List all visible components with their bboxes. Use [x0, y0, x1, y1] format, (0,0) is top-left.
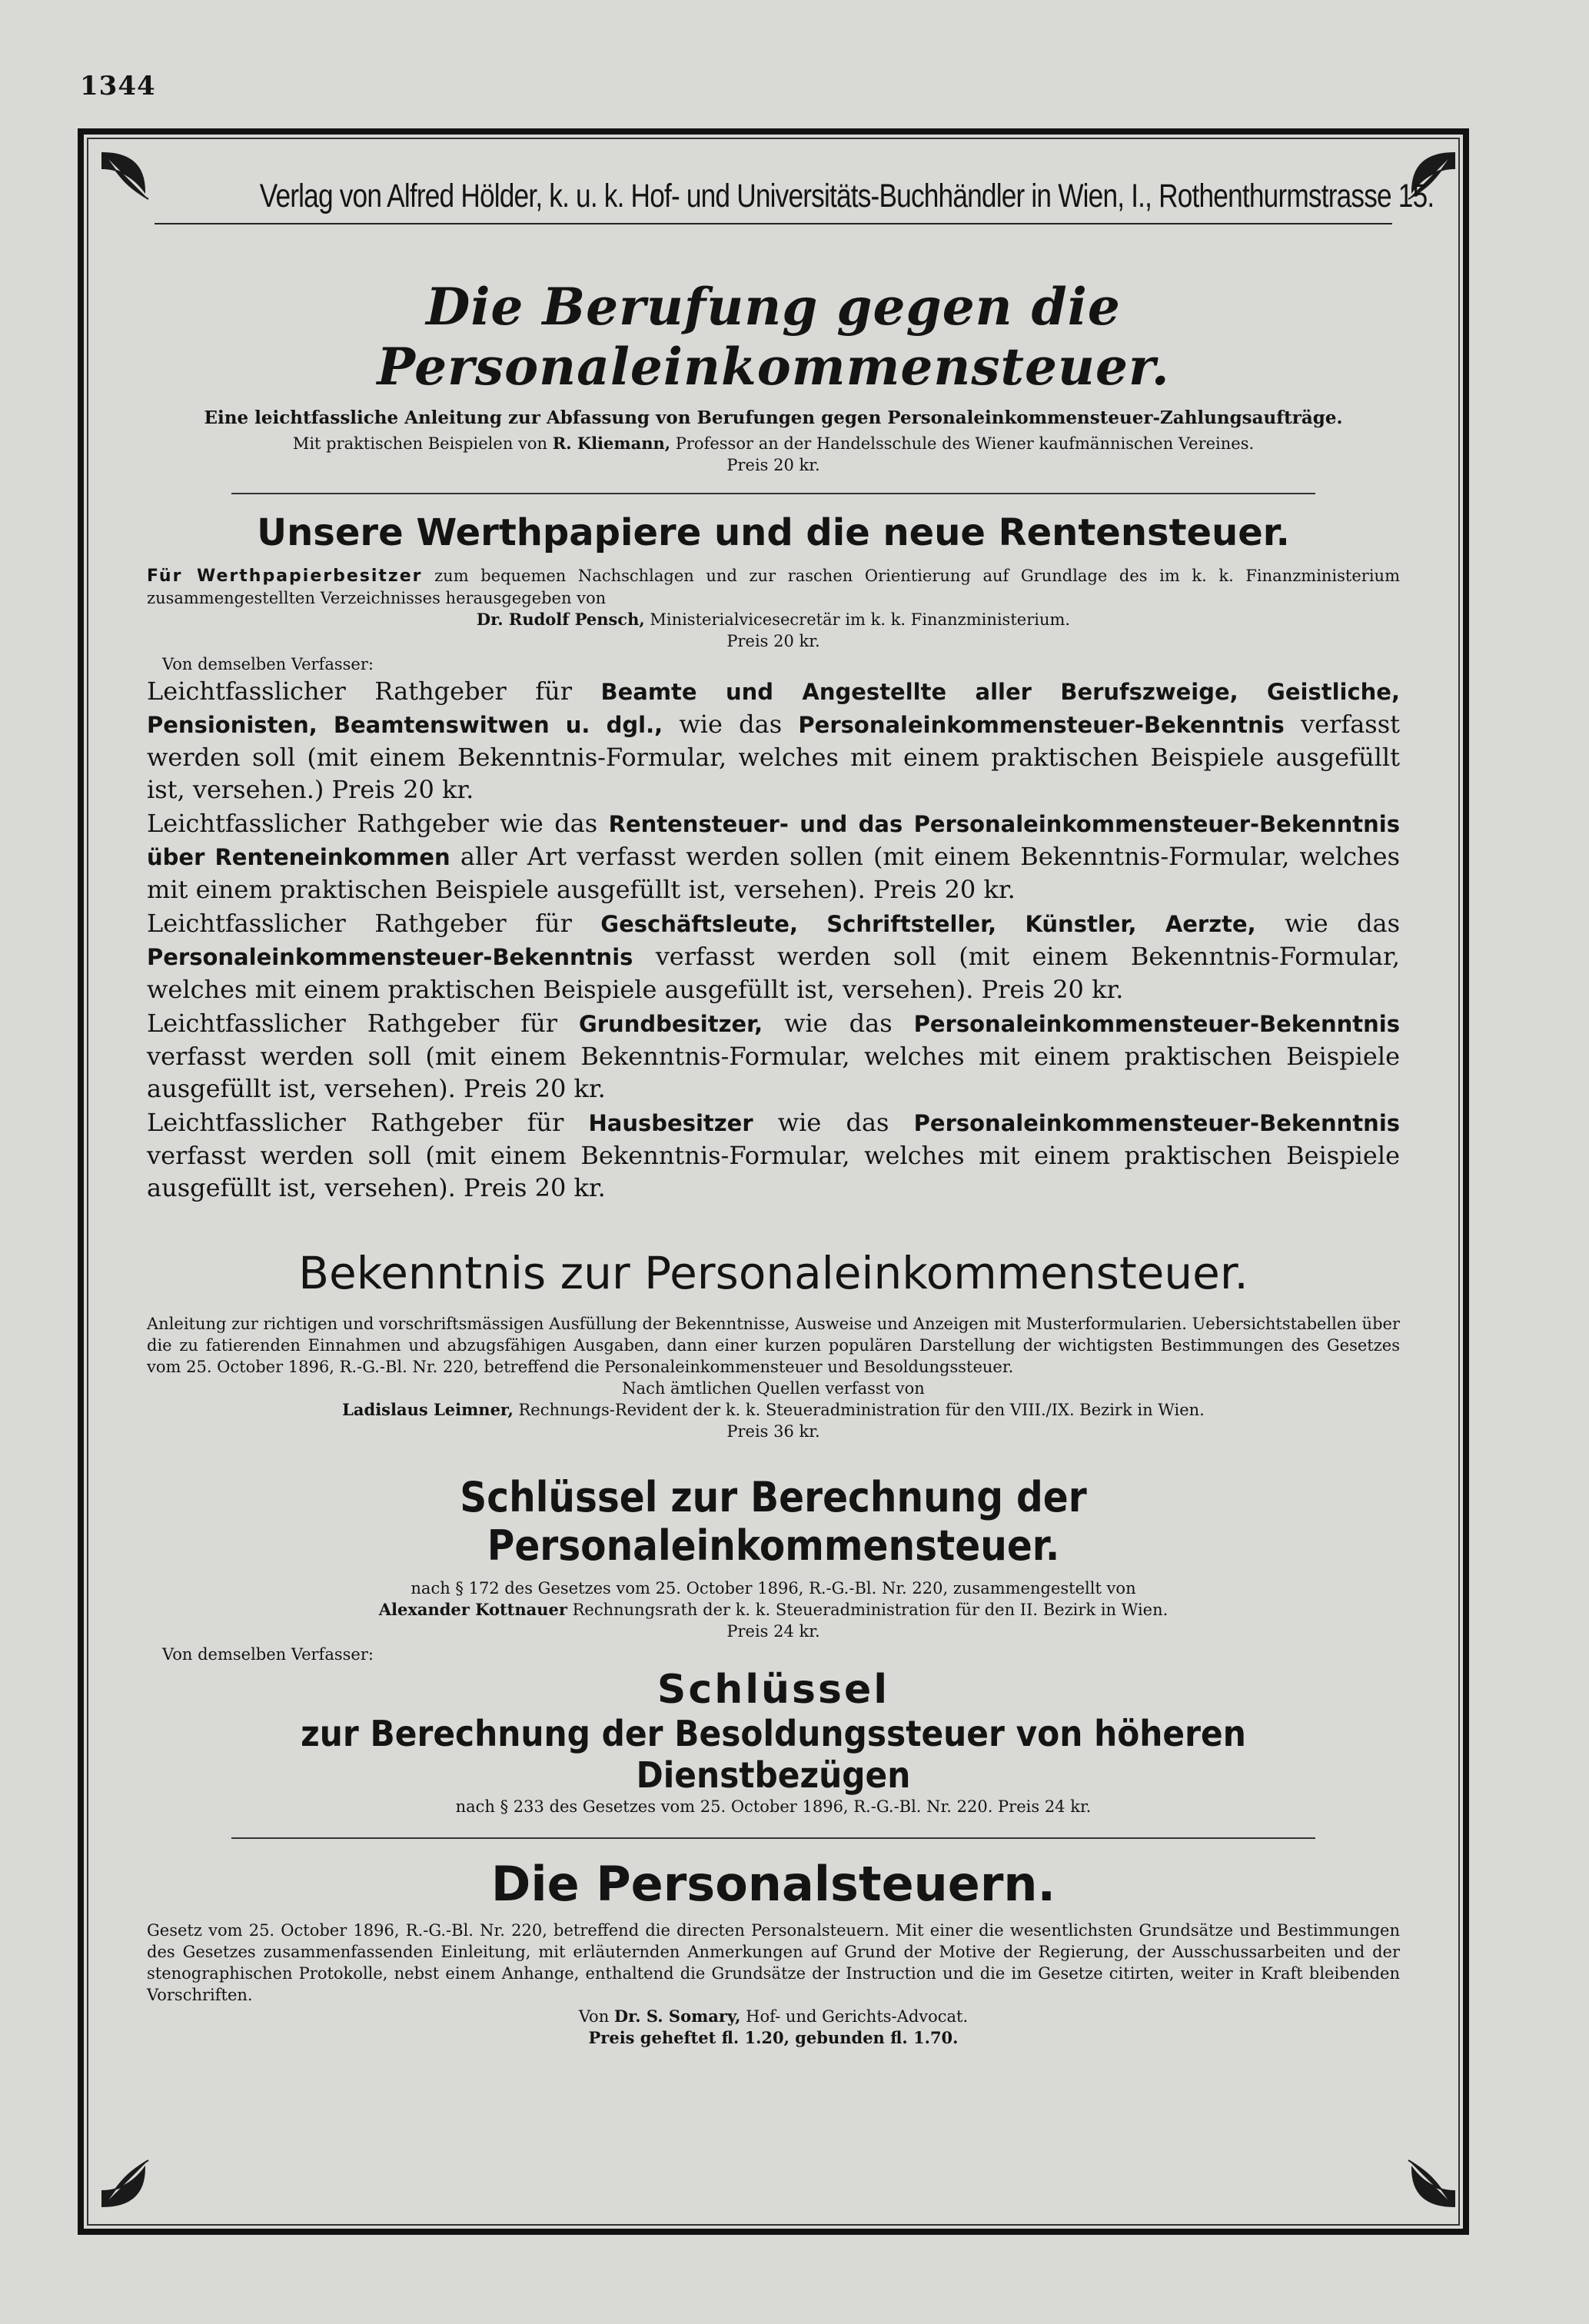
author-name: Alexander Kottnauer	[378, 1600, 567, 1619]
ad-author-line: Ladislaus Leimner, Rechnungs-Revident der k. k. Steueradministration für den VIII./IX. Bezirk in Wien.	[342, 1400, 1205, 1419]
ad-description: Anleitung zur richtigen und vorschriftsmässigen Ausfüllung der Bekenntnisse, Ausweise und Anzeigen mit Musterformularien. Uebersichtstabellen über die zu fatierenden Einnahmen und abzugsfähigen Ausgaben, dann einer kurzen populären Darstellung der wichtigsten Bestimmungen des Gesetzes vom 25. October 1896, R.-G.-Bl. Nr. 220, betreffend die Personaleinkommensteuer und Besoldungssteuer.	[147, 1315, 1400, 1376]
ad-description: Gesetz vom 25. October 1896, R.-G.-Bl. Nr. 220, betreffend die directen Personalsteuern. Mit einer die wesentlichsten Grundsätze und Bestimmungen des Gesetzes zusammenfassenden Einleitung, mit erläuternden Anmerkungen auf Grund der Motive der Regierung, der Ausschussarbeiten und der stenographischen Protokolle, nebst einem Anhange, enthaltend die Grundsätze der Instruction und die im Gesetze citirten, weiter in Kraft bleibenden Vorschriften.	[147, 1921, 1400, 2004]
law-reference: nach § 233 des Gesetzes vom 25. October 1896, R.-G.-Bl. Nr. 220. Preis 24 kr.	[455, 1797, 1092, 1816]
ad-werthpapiere	[147, 511, 1400, 1204]
ad-author-line: Alexander Kottnauer Rechnungsrath der k. k. Steueradministration für den II. Bezirk in Wien.	[378, 1600, 1168, 1619]
ad-title: Bekenntnis zur Personaleinkommensteuer.	[298, 1247, 1248, 1299]
divider	[231, 493, 1315, 494]
same-author-note: Von demselben Verfasser:	[162, 655, 374, 673]
ad-bekenntnis	[147, 1247, 1400, 1442]
price: Preis 20 kr.	[726, 632, 820, 650]
price: Preis geheftet fl. 1.20, gebunden fl. 1.70.	[588, 2028, 959, 2047]
publisher-line: Verlag von Alfred Hölder, k. u. k. Hof- und Universitäts-Buchhändler in Wien, I., Rothenthurmstrasse 15.	[259, 178, 1434, 214]
ad-schluessel	[147, 1473, 1400, 1817]
ad-subtitle: Schlüssel	[657, 1667, 890, 1713]
sources-note: Nach ämtlichen Quellen verfasst von	[622, 1379, 925, 1398]
law-reference: nach § 172 des Gesetzes vom 25. October 1896, R.-G.-Bl. Nr. 220, zusammengestellt von	[411, 1579, 1136, 1598]
ad-subtitle: zur Berechnung der Besoldungssteuer von höheren Dienstbezügen	[301, 1713, 1246, 1796]
ad-author-line: Mit praktischen Beispielen von R. Kliemann, Professor an der Handelsschule des Wiener kaufmännischen Vereines.	[292, 434, 1255, 453]
author-name: R. Kliemann,	[552, 434, 671, 453]
list-item: Leichtfasslicher Rathgeber für Grundbesitzer, wie das Personaleinkommensteuer-Bekenntnis verfasst werden soll (mit einem Bekenntnis-Formular, welches mit einem praktischen Beispiele ausgefüllt ist, versehen). Preis 20 kr.	[147, 1009, 1400, 1103]
ad-subtitle: Eine leichtfassliche Anleitung zur Abfassung von Berufungen gegen Personaleinkommensteuer-Zahlungsaufträge.	[204, 407, 1343, 428]
page-number: 1344	[80, 71, 156, 101]
list-item: Leichtfasslicher Rathgeber für Geschäftsleute, Schriftsteller, Künstler, Aerzte, wie das Personaleinkommensteuer-Bekenntnis verfasst werden soll (mit einem Bekenntnis-Formular, welches mit einem praktischen Beispiele ausgefüllt ist, versehen). Preis 20 kr.	[147, 909, 1401, 1004]
price: Preis 36 kr.	[726, 1422, 820, 1441]
ad-personalsteuern	[147, 1856, 1400, 2049]
ad-title: Die Personalsteuern.	[490, 1856, 1056, 1912]
ad-title: Unsere Werthpapiere und die neue Rentensteuer.	[257, 511, 1290, 554]
divider	[231, 1837, 1315, 1839]
divider	[155, 223, 1392, 224]
ad-author-line: Dr. Rudolf Pensch, Ministerialvicesecretär im k. k. Finanzministerium.	[476, 610, 1071, 629]
ad-title: Die Berufung gegen die Personaleinkommensteuer.	[377, 277, 1170, 397]
same-author-note: Von demselben Verfasser:	[162, 1645, 374, 1664]
author-name: Ladislaus Leimner,	[342, 1400, 514, 1419]
author-name: Dr. S. Somary,	[613, 2006, 741, 2026]
list-item: Leichtfasslicher Rathgeber für Beamte und Angestellte aller Berufszweige, Geistliche, Pensionisten, Beamtenswitwen u. dgl., wie das Personaleinkommensteuer-Bekenntnis verfasst werden soll (mit einem Bekenntnis-Formular, welches mit einem praktischen Beispiele ausgefüllt ist, versehen.) Preis 20 kr.	[147, 677, 1400, 804]
list-item: Leichtfasslicher Rathgeber für Hausbesitzer wie das Personaleinkommensteuer-Bekenntnis verfasst werden soll (mit einem Bekenntnis-Formular, welches mit einem praktischen Beispiele ausgefüllt ist, versehen). Preis 20 kr.	[147, 1108, 1401, 1202]
advertisement-content	[87, 138, 1460, 2226]
ad-description: Für Werthpapierbesitzer zum bequemen Nachschlagen und zur raschen Orientierung auf Grundlage des im k. k. Finanzministerium zusammengestellten Verzeichnisses herausgegeben von	[147, 567, 1400, 607]
price: Preis 20 kr.	[726, 456, 820, 474]
author-name: Dr. Rudolf Pensch,	[476, 610, 645, 629]
ad-author-line: Von Dr. S. Somary, Hof- und Gerichts-Advocat.	[578, 2006, 969, 2026]
price: Preis 24 kr.	[726, 1622, 820, 1641]
ad-title: Schlüssel zur Berechnung der Personaleinkommensteuer.	[460, 1473, 1087, 1570]
ad-berufung	[147, 277, 1400, 476]
list-item: Leichtfasslicher Rathgeber wie das Rentensteuer- und das Personaleinkommensteuer-Bekenntnis über Renteneinkommen aller Art verfasst werden sollen (mit einem Bekenntnis-Formular, welches mit einem praktischen Beispiele ausgefüllt ist, versehen). Preis 20 kr.	[147, 809, 1401, 904]
